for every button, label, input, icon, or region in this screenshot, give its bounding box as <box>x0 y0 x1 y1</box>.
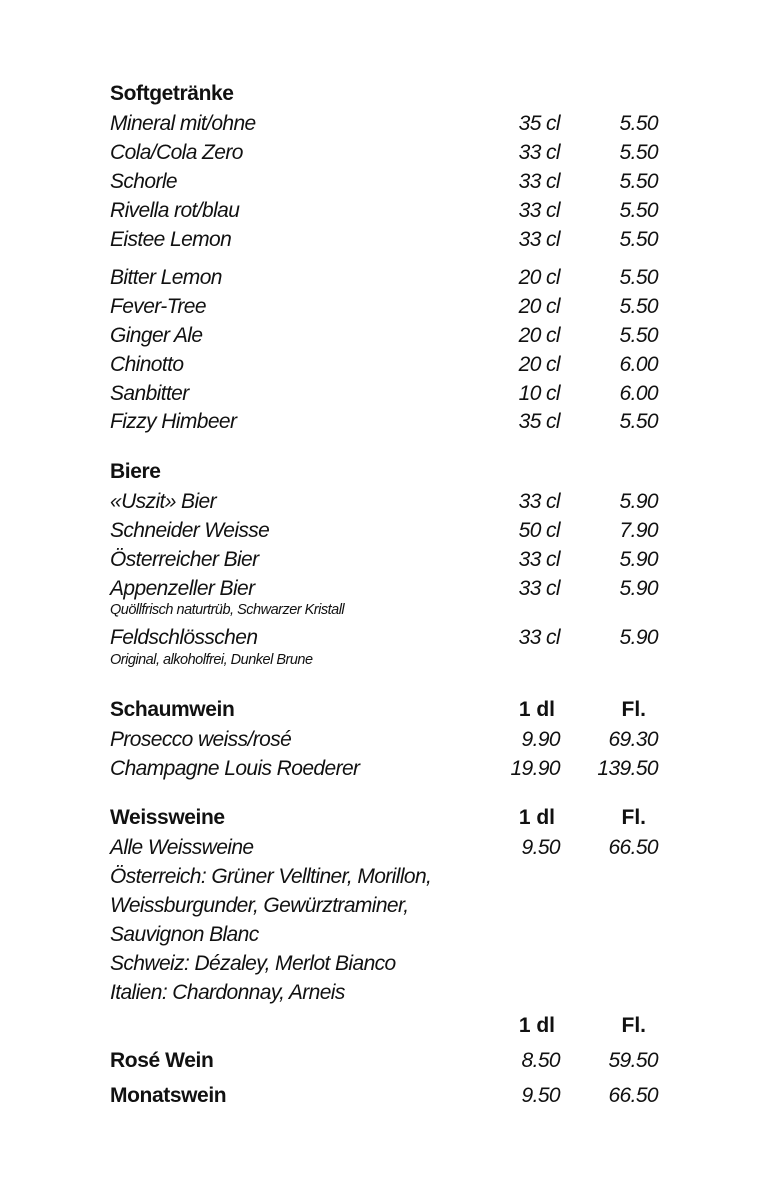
menu-item <box>0 110 764 140</box>
section-title-sparkling: Schaumwein <box>110 698 235 721</box>
item-name: Bitter Lemon <box>110 266 222 289</box>
item-name: Fizzy Himbeer <box>110 410 237 433</box>
item-price: 5.90 <box>619 548 658 571</box>
item-size: 33 cl <box>518 577 560 600</box>
menu-item <box>0 380 764 410</box>
menu-item <box>0 517 764 547</box>
item-price-fl: 69.30 <box>608 728 658 751</box>
item-name: Mineral mit/ohne <box>110 112 256 135</box>
item-name: Österreicher Bier <box>110 548 259 571</box>
item-price: 5.50 <box>619 228 658 251</box>
item-size: 20 cl <box>518 324 560 347</box>
menu-item <box>0 624 764 654</box>
item-name: Sanbitter <box>110 382 189 405</box>
item-note: Quöllfrisch naturtrüb, Schwarzer Kristall <box>110 602 345 618</box>
menu-item <box>0 264 764 294</box>
item-price: 5.50 <box>619 112 658 135</box>
item-price: 5.50 <box>619 170 658 193</box>
item-price-fl: 139.50 <box>597 757 658 780</box>
item-price-fl: 59.50 <box>608 1049 658 1072</box>
item-size: 33 cl <box>518 490 560 513</box>
wine-list-line: Österreich: Grüner Velltiner, Morillon, <box>110 865 432 888</box>
item-price: 5.90 <box>619 490 658 513</box>
menu-item <box>0 546 764 576</box>
item-name: Rivella rot/blau <box>110 199 240 222</box>
section-title-beers: Biere <box>110 460 161 483</box>
item-size: 33 cl <box>518 170 560 193</box>
wine-list-line: Weissburgunder, Gewürztraminer, <box>110 894 409 917</box>
item-size: 50 cl <box>518 519 560 542</box>
column-header-fl: Fl. <box>621 698 646 721</box>
menu-item <box>0 575 764 605</box>
item-name: Champagne Louis Roederer <box>110 757 360 780</box>
item-price-dl: 8.50 <box>521 1049 560 1072</box>
item-name: Appenzeller Bier <box>110 577 255 600</box>
item-price: 6.00 <box>619 353 658 376</box>
column-header-dl: 1 dl <box>518 806 555 829</box>
item-name: Ginger Ale <box>110 324 203 347</box>
item-name: Chinotto <box>110 353 184 376</box>
item-price: 5.50 <box>619 324 658 347</box>
menu-item <box>0 322 764 352</box>
menu-item <box>0 726 764 756</box>
column-header-dl: 1 dl <box>518 698 555 721</box>
wine-list-line: Schweiz: Dézaley, Merlot Bianco <box>110 952 396 975</box>
column-header-fl: Fl. <box>621 806 646 829</box>
section-title-softdrinks: Softgetränke <box>110 82 234 105</box>
menu-item <box>0 488 764 518</box>
item-price-fl: 66.50 <box>608 1084 658 1107</box>
item-name: Eistee Lemon <box>110 228 232 251</box>
item-size: 33 cl <box>518 141 560 164</box>
item-price-dl: 9.50 <box>521 1084 560 1107</box>
menu-item <box>0 755 764 785</box>
item-size: 33 cl <box>518 626 560 649</box>
wine-list-line: Italien: Chardonnay, Arneis <box>110 981 345 1004</box>
menu-item <box>0 197 764 227</box>
menu-item <box>0 1082 764 1112</box>
item-price: 5.50 <box>619 141 658 164</box>
item-size: 33 cl <box>518 199 560 222</box>
item-price-fl: 66.50 <box>608 836 658 859</box>
column-header-dl: 1 dl <box>518 1014 555 1037</box>
item-size: 20 cl <box>518 295 560 318</box>
menu-item <box>0 139 764 169</box>
menu-item <box>0 293 764 323</box>
item-price-dl: 19.90 <box>510 757 560 780</box>
item-name: Schorle <box>110 170 178 193</box>
menu-item <box>0 1047 764 1077</box>
item-price: 6.00 <box>619 382 658 405</box>
item-price-dl: 9.50 <box>521 836 560 859</box>
item-name: Rosé Wein <box>110 1049 214 1072</box>
item-size: 20 cl <box>518 353 560 376</box>
item-name: Alle Weissweine <box>110 836 254 859</box>
item-name: Prosecco weiss/rosé <box>110 728 292 751</box>
item-name: Schneider Weisse <box>110 519 270 542</box>
item-name: Cola/Cola Zero <box>110 141 243 164</box>
menu-item <box>0 226 764 256</box>
menu-item <box>0 351 764 381</box>
item-name: Feldschlösschen <box>110 626 258 649</box>
item-price: 5.50 <box>619 266 658 289</box>
item-size: 20 cl <box>518 266 560 289</box>
item-price: 5.90 <box>619 626 658 649</box>
column-header-fl: Fl. <box>621 1014 646 1037</box>
item-name: Fever-Tree <box>110 295 206 318</box>
section-title-white: Weissweine <box>110 806 225 829</box>
menu-item <box>0 834 764 864</box>
item-name: Monatswein <box>110 1084 227 1107</box>
item-size: 10 cl <box>518 382 560 405</box>
item-price: 5.50 <box>619 410 658 433</box>
item-price: 5.50 <box>619 199 658 222</box>
item-size: 35 cl <box>518 112 560 135</box>
item-size: 33 cl <box>518 548 560 571</box>
wine-list-line: Sauvignon Blanc <box>110 923 259 946</box>
menu-item <box>0 408 764 438</box>
item-price: 5.90 <box>619 577 658 600</box>
item-note: Original, alkoholfrei, Dunkel Brune <box>110 652 313 668</box>
item-price: 7.90 <box>619 519 658 542</box>
item-size: 33 cl <box>518 228 560 251</box>
item-name: «Uszit» Bier <box>110 490 217 513</box>
menu-item <box>0 168 764 198</box>
item-size: 35 cl <box>518 410 560 433</box>
item-price: 5.50 <box>619 295 658 318</box>
item-price-dl: 9.90 <box>521 728 560 751</box>
